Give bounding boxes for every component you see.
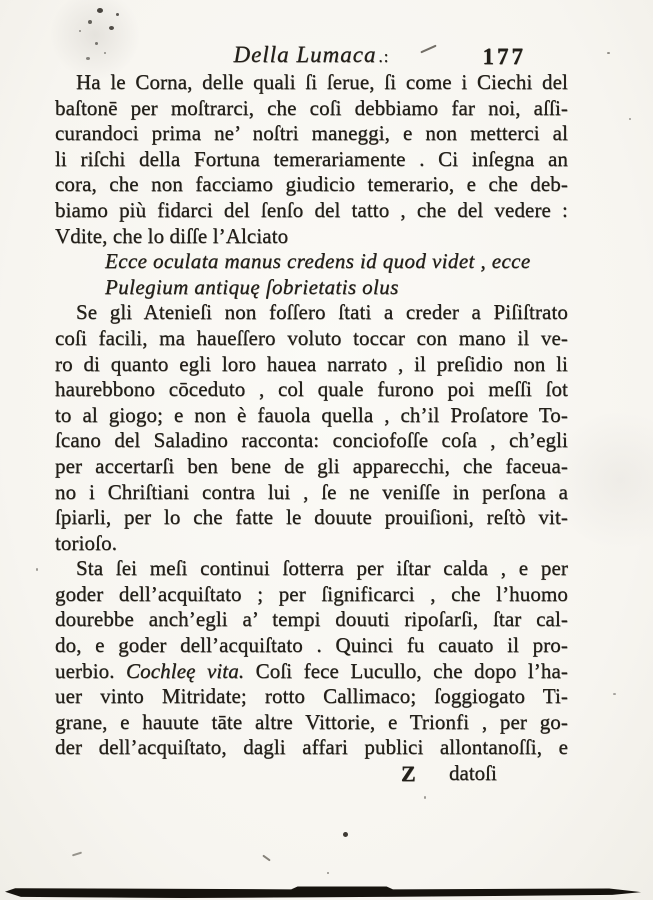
ink-speckle <box>343 832 348 837</box>
ink-speckle <box>607 52 610 54</box>
latin-verse-line: Pulegium antiquę ſobrietatis olus <box>105 274 399 299</box>
text-line: uer vinto Mitridate; rotto Callimaco; ſoggiogato Ti- <box>55 684 568 709</box>
ink-speckle <box>613 693 616 695</box>
page-header <box>55 42 568 70</box>
text-line: Vdite, che lo diſſe l’Alciato <box>55 223 289 248</box>
text-line: cora, che non facciamo giudicio temerario, e che deb- <box>55 172 568 197</box>
text-line: per accertarſi ben bene de gli apparecchi, che faceua- <box>55 453 568 478</box>
text-line <box>55 659 568 685</box>
catchword: datoſi <box>449 761 497 786</box>
text-segment: Coſi fece Lucullo, che dopo l’ha- <box>244 658 569 683</box>
text-segment: uerbio. <box>55 658 127 683</box>
latin-phrase: Cochleę vita. <box>126 658 245 683</box>
ink-streak <box>262 855 271 862</box>
ink-speckle <box>86 57 90 60</box>
text-line: ſcano del Saladino racconta: conciofoſſe coſa , ch’egli <box>55 428 568 453</box>
text-line: goder dell’acquiſtato ; per ſignificarci , che l’huomo <box>55 581 568 606</box>
text-line: ſpiarli, per lo che fatte le douute prouiſioni, reſtò vit- <box>55 505 568 530</box>
text-line: Se gli Atenieſi non foſſero ſtati a creder a Piſiſtrato <box>76 300 568 325</box>
ink-speckle <box>327 872 329 874</box>
ink-speckle <box>629 118 631 120</box>
text-line: li riſchi della Fortuna temerariamente . Ci inſegna an <box>55 146 568 171</box>
ink-speckle <box>79 30 81 32</box>
text-line: to al giogo; e non è fauola quella , ch’il Proſatore To- <box>55 402 568 427</box>
text-line: dourebbe anch’egli a’ tempi douuti ripoſarſi, ſtar cal- <box>55 607 568 632</box>
text-line: ro di quanto egli loro hauea narrato , il preſidio non li <box>55 351 568 376</box>
text-line: haurebbono cōceduto , col quale furono poi meſſi ſot <box>55 377 568 402</box>
text-line: curandoci prima ne’ noſtri maneggi, e non metterci al <box>55 121 568 146</box>
text-line: Sta ſei meſi continui ſotterra per iſtar calda , e per <box>76 556 568 581</box>
text-line: biamo più fidarci del ſenſo del tatto , che del vedere : <box>55 197 568 222</box>
text-line: no i Chriſtiani contra lui , ſe ne veniſſe in perſona a <box>55 479 568 504</box>
catchword-row <box>55 761 568 787</box>
ink-streak <box>72 852 82 857</box>
text-line: grane, e hauute tāte altre Vittorie, e Trionfi , per go- <box>55 709 568 734</box>
text-line: coſi facili, ma haueſſero voluto toccar con mano il ve- <box>55 325 568 350</box>
ink-speckle <box>97 8 103 13</box>
page-number: 177 <box>482 44 526 69</box>
text-line: baſtonē per moſtrarci, che coſi debbiamo far noi, aſſi- <box>55 95 568 120</box>
text-line: Ha le Corna, delle quali ſi ſerue, ſi come i Ciechi del <box>76 70 568 94</box>
ink-speckle <box>424 796 426 799</box>
ink-speckle <box>95 42 98 45</box>
title-flourish: .: <box>378 47 390 66</box>
ink-speckle <box>104 52 106 54</box>
ink-speckle <box>88 20 92 24</box>
signature-mark: Z <box>401 761 416 787</box>
ink-speckle <box>36 568 38 571</box>
page-bottom-scan-edge <box>5 884 641 898</box>
ink-speckle <box>109 26 114 30</box>
text-line: der dell’acquiſtato, dagli affari publici allontanoſſi, e <box>55 735 568 760</box>
latin-verse-line: Ecce oculata manus credens id quod videt , ecce <box>105 249 531 274</box>
text-line: torioſo. <box>55 530 118 555</box>
running-header-title: Della Lumaca <box>233 42 377 67</box>
text-line: do, e goder dell’acquiſtato . Quinci fu cauato il pro- <box>55 633 568 658</box>
text-block <box>55 70 568 787</box>
ink-speckle <box>116 13 119 16</box>
